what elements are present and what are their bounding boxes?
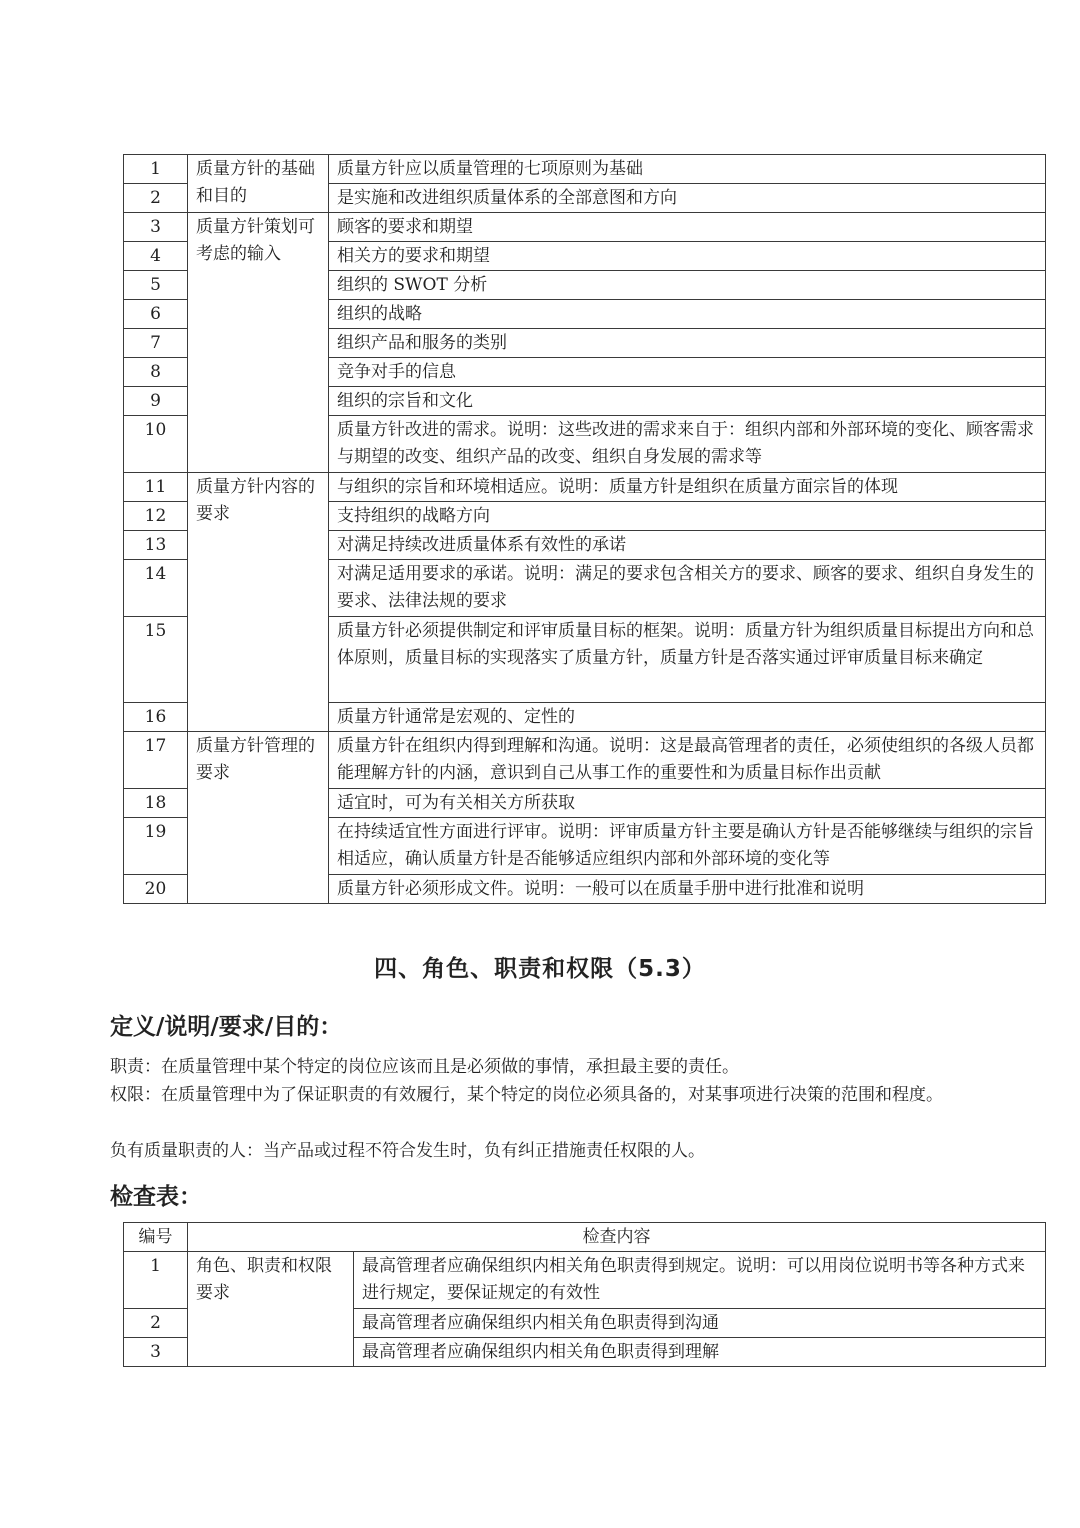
row-number: 16 <box>124 703 188 732</box>
table-row <box>124 213 1046 242</box>
row-number: 3 <box>124 213 188 242</box>
row-number: 20 <box>124 875 188 904</box>
row-number: 15 <box>124 617 188 703</box>
row-content: 质量方针必须提供制定和评审质量目标的框架。说明：质量方针为组织质量目标提出方向和总体原则，质量目标的实现落实了质量方针，质量方针是否落实通过评审质量目标来确定 <box>329 617 1046 703</box>
row-content: 支持组织的战略方向 <box>329 502 1046 531</box>
row-content: 质量方针应以质量管理的七项原则为基础 <box>329 155 1046 184</box>
row-content: 质量方针必须形成文件。说明：一般可以在质量手册中进行批准和说明 <box>329 875 1046 904</box>
row-number: 1 <box>124 155 188 184</box>
row-content: 对满足适用要求的承诺。说明：满足的要求包含相关方的要求、顾客的要求、组织自身发生的要求、法律法规的要求 <box>329 560 1046 617</box>
row-content: 质量方针通常是宏观的、定性的 <box>329 703 1046 732</box>
checklist-table <box>123 1222 1046 1367</box>
row-number: 5 <box>124 271 188 300</box>
row-number: 19 <box>124 818 188 875</box>
table-row <box>124 732 1046 789</box>
row-number: 9 <box>124 387 188 416</box>
row-content: 对满足持续改进质量体系有效性的承诺 <box>329 531 1046 560</box>
row-number: 18 <box>124 789 188 818</box>
row-content: 最高管理者应确保组织内相关角色职责得到沟通 <box>354 1309 1046 1338</box>
row-number: 12 <box>124 502 188 531</box>
row-content: 适宜时，可为有关相关方所获取 <box>329 789 1046 818</box>
row-content: 相关方的要求和期望 <box>329 242 1046 271</box>
group-label: 质量方针内容的要求 <box>188 473 329 732</box>
row-content: 与组织的宗旨和环境相适应。说明：质量方针是组织在质量方面宗旨的体现 <box>329 473 1046 502</box>
group-label: 角色、职责和权限要求 <box>188 1252 354 1367</box>
row-number: 4 <box>124 242 188 271</box>
row-number: 6 <box>124 300 188 329</box>
row-content: 最高管理者应确保组织内相关角色职责得到规定。说明：可以用岗位说明书等各种方式来进行规定，要保证规定的有效性 <box>354 1252 1046 1309</box>
group-label: 质量方针策划可考虑的输入 <box>188 213 329 473</box>
definition-authority: 权限：在质量管理中为了保证职责的有效履行，某个特定的岗位必须具备的，对某事项进行决策的范围和程度。 <box>110 1085 943 1105</box>
table-row <box>124 155 1046 184</box>
header-number: 编号 <box>124 1223 188 1252</box>
row-number: 10 <box>124 416 188 473</box>
row-number: 14 <box>124 560 188 617</box>
row-number: 17 <box>124 732 188 789</box>
row-number: 8 <box>124 358 188 387</box>
table-row <box>124 473 1046 502</box>
definition-responsibility: 职责：在质量管理中某个特定的岗位应该而且是必须做的事情，承担最主要的责任。 <box>110 1057 739 1077</box>
checklist-heading: 检查表： <box>110 1184 202 1210</box>
row-content: 组织的战略 <box>329 300 1046 329</box>
header-content: 检查内容 <box>188 1223 1046 1252</box>
row-number: 11 <box>124 473 188 502</box>
row-content: 组织的宗旨和文化 <box>329 387 1046 416</box>
row-number: 2 <box>124 184 188 213</box>
quality-policy-table <box>123 154 1046 904</box>
row-number: 2 <box>124 1309 188 1338</box>
section-heading: 四、角色、职责和权限（5.3） <box>374 956 706 982</box>
row-content: 组织的 SWOT 分析 <box>329 271 1046 300</box>
row-content: 质量方针在组织内得到理解和沟通。说明：这是最高管理者的责任，必须使组织的各级人员都能理解方针的内涵，意识到自己从事工作的重要性和为质量目标作出贡献 <box>329 732 1046 789</box>
row-content: 顾客的要求和期望 <box>329 213 1046 242</box>
row-content: 在持续适宜性方面进行评审。说明：评审质量方针主要是确认方针是否能够继续与组织的宗旨相适应，确认质量方针是否能够适应组织内部和外部环境的变化等 <box>329 818 1046 875</box>
table-row <box>124 1252 1046 1309</box>
row-content: 是实施和改进组织质量体系的全部意图和方向 <box>329 184 1046 213</box>
row-number: 13 <box>124 531 188 560</box>
row-number: 3 <box>124 1338 188 1367</box>
table-header-row <box>124 1223 1046 1252</box>
row-number: 1 <box>124 1252 188 1309</box>
row-content: 质量方针改进的需求。说明：这些改进的需求来自于：组织内部和外部环境的变化、顾客需求与期望的改变、组织产品的改变、组织自身发展的需求等 <box>329 416 1046 473</box>
definition-responsible-person: 负有质量职责的人：当产品或过程不符合发生时，负有纠正措施责任权限的人。 <box>110 1141 705 1161</box>
row-content: 竞争对手的信息 <box>329 358 1046 387</box>
row-content: 组织产品和服务的类别 <box>329 329 1046 358</box>
row-content: 最高管理者应确保组织内相关角色职责得到理解 <box>354 1338 1046 1367</box>
row-number: 7 <box>124 329 188 358</box>
group-label: 质量方针管理的要求 <box>188 732 329 904</box>
group-label: 质量方针的基础和目的 <box>188 155 329 213</box>
definition-heading: 定义/说明/要求/目的： <box>110 1014 343 1040</box>
